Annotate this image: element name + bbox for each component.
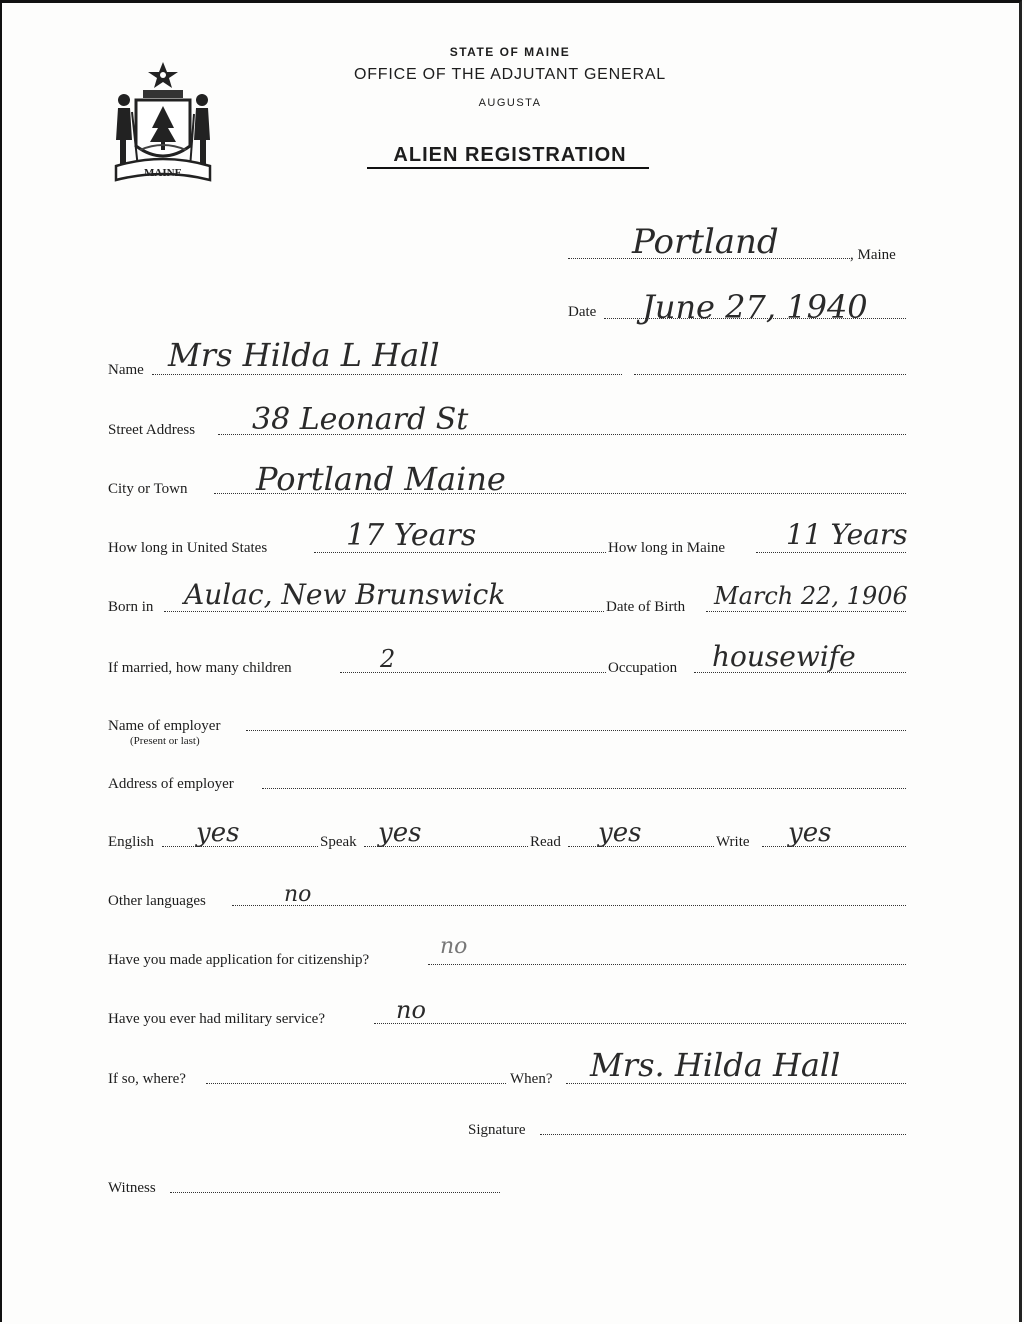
header-city: AUGUSTA (478, 97, 542, 109)
employer-label-text: Name of employer (108, 718, 221, 734)
employer-label (108, 718, 220, 750)
citizenship-value: no (440, 934, 468, 959)
seal-text: MAINE (144, 167, 182, 179)
military-label: Have you ever had military service? (108, 1011, 325, 1027)
maine-state-seal (108, 56, 218, 190)
employer-sublabel: (Present or last) (130, 735, 200, 747)
date-label: Date (568, 304, 597, 320)
signature-label: Signature (468, 1122, 526, 1138)
where-field[interactable] (206, 1083, 506, 1084)
speak-value: yes (378, 818, 422, 848)
name-label: Name (108, 362, 144, 378)
employer-field[interactable] (246, 730, 906, 731)
where-label: If so, where? (108, 1071, 186, 1087)
us-years-label: How long in United States (108, 540, 268, 556)
write-value: yes (788, 818, 832, 848)
name-field-extra[interactable] (634, 374, 906, 375)
city-label: City or Town (108, 481, 188, 497)
header-state: STATE OF MAINE (449, 45, 571, 59)
citizenship-label: Have you made application for citizenship? (108, 952, 370, 968)
children-value: 2 (380, 645, 396, 673)
write-label: Write (716, 834, 750, 850)
us-years-value: 17 Years (346, 518, 477, 553)
read-label: Read (530, 834, 561, 850)
english-label: English (108, 834, 154, 850)
street-address-label: Street Address (108, 422, 196, 438)
title-underline (367, 167, 649, 169)
english-value: yes (196, 818, 240, 848)
other-languages-value: no (284, 882, 312, 907)
dob-label: Date of Birth (606, 599, 686, 615)
when-value: Mrs. Hilda Hall (590, 1046, 841, 1084)
maine-years-field[interactable] (756, 552, 906, 553)
place-suffix: , Maine (850, 247, 896, 263)
employer-address-field[interactable] (262, 788, 906, 789)
name-field[interactable] (152, 374, 622, 375)
employer-address-label: Address of employer (108, 776, 234, 792)
header-office: OFFICE OF THE ADJUTANT GENERAL (353, 66, 667, 83)
children-label: If married, how many children (108, 660, 292, 676)
occupation-label: Occupation (608, 660, 678, 676)
form-title: ALIEN REGISTRATION (393, 144, 627, 166)
maine-years-label: How long in Maine (608, 540, 726, 556)
dob-value: March 22, 1906 (714, 582, 908, 610)
speak-label: Speak (320, 834, 357, 850)
born-in-value: Aulac, New Brunswick (184, 578, 506, 611)
city-value: Portland Maine (256, 460, 506, 498)
place-value: Portland (632, 222, 779, 262)
date-value: June 27, 1940 (642, 288, 868, 326)
street-address-value: 38 Leonard St (252, 402, 469, 437)
when-label: When? (510, 1071, 553, 1087)
military-field[interactable] (374, 1023, 906, 1024)
witness-label: Witness (108, 1180, 156, 1196)
occupation-value: housewife (712, 640, 856, 673)
other-languages-field[interactable] (232, 905, 906, 906)
dob-field[interactable] (706, 611, 906, 612)
citizenship-field[interactable] (428, 964, 906, 965)
military-value: no (396, 996, 426, 1024)
read-value: yes (598, 818, 642, 848)
other-languages-label: Other languages (108, 893, 206, 909)
born-in-field[interactable] (164, 611, 604, 612)
born-in-label: Born in (108, 599, 154, 615)
maine-years-value: 11 Years (786, 518, 908, 551)
name-value: Mrs Hilda L Hall (168, 336, 440, 374)
signature-field[interactable] (540, 1134, 906, 1135)
witness-field[interactable] (170, 1192, 500, 1193)
english-field[interactable] (162, 846, 318, 847)
write-field[interactable] (762, 846, 906, 847)
